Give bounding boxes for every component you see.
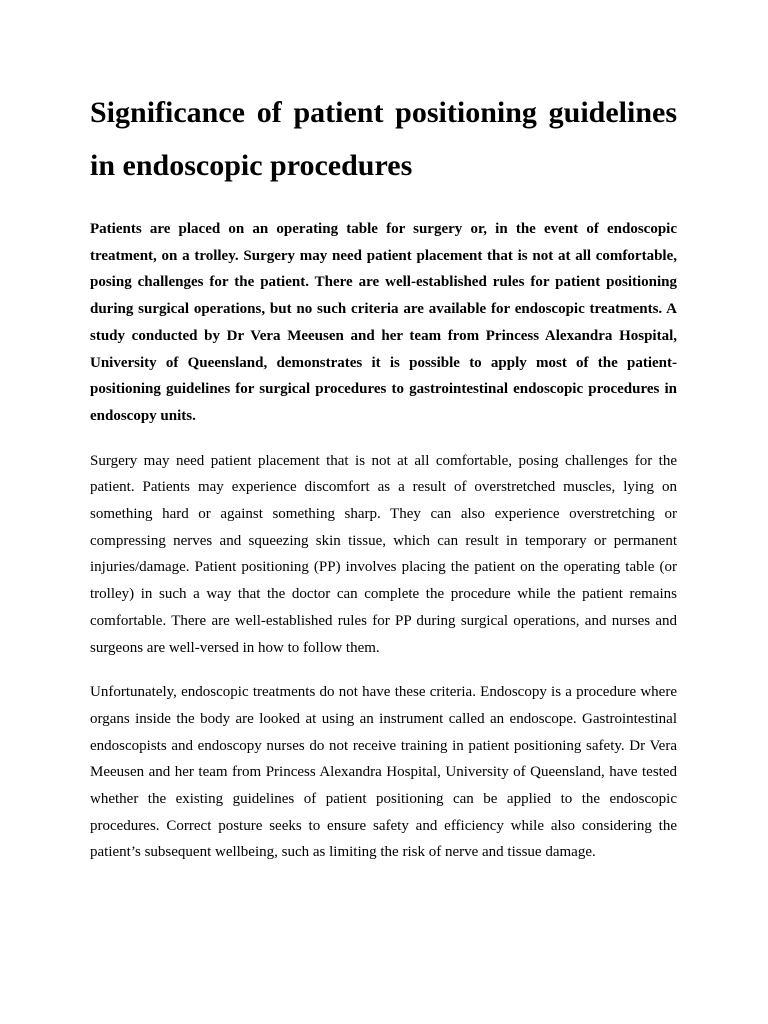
document-page bbox=[90, 86, 677, 866]
body-paragraph-2: Unfortunately, endoscopic treatments do not have these criteria. Endoscopy is a procedure where organs inside the body are looked at using an instrument called an endoscope. Gastrointestinal endoscopists and endoscopy nurses do not receive training in patient positioning safety. Dr Vera Meeusen and her team from Princess Alexandra Hospital, University of Queensland, have tested whether the existing guidelines of patient positioning can be applied to the endoscopic procedures. Correct posture seeks to ensure safety and efficiency while also considering the patient’s subsequent wellbeing, such as limiting the risk of nerve and tissue damage. bbox=[90, 684, 677, 861]
page-title: Significance of patient positioning guidelines in endoscopic procedures bbox=[90, 96, 677, 182]
body-paragraph-1: Surgery may need patient placement that is not at all comfortable, posing challenges for the patient. Patients may experience discomfort as a result of overstretched muscles, lying on something hard or against something sharp. They can also experience overstretching or compressing nerves and squeezing skin tissue, which can result in temporary or permanent injuries/damage. Patient positioning (PP) involves placing the patient on the operating table (or trolley) in such a way that the doctor can complete the procedure while the patient remains comfortable. There are well-established rules for PP during surgical operations, and nurses and surgeons are well-versed in how to follow them. bbox=[90, 452, 677, 656]
lead-paragraph: Patients are placed on an operating table for surgery or, in the event of endoscopic treatment, on a trolley. Surgery may need patient placement that is not at all comfortable, posing challenges for the patient. There are well-established rules for patient positioning during surgical operations, but no such criteria are available for endoscopic treatments. A study conducted by Dr Vera Meeusen and her team from Princess Alexandra Hospital, University of Queensland, demonstrates it is possible to apply most of the patient-positioning guidelines for surgical procedures to gastrointestinal endoscopic procedures in endoscopy units. bbox=[90, 221, 677, 424]
